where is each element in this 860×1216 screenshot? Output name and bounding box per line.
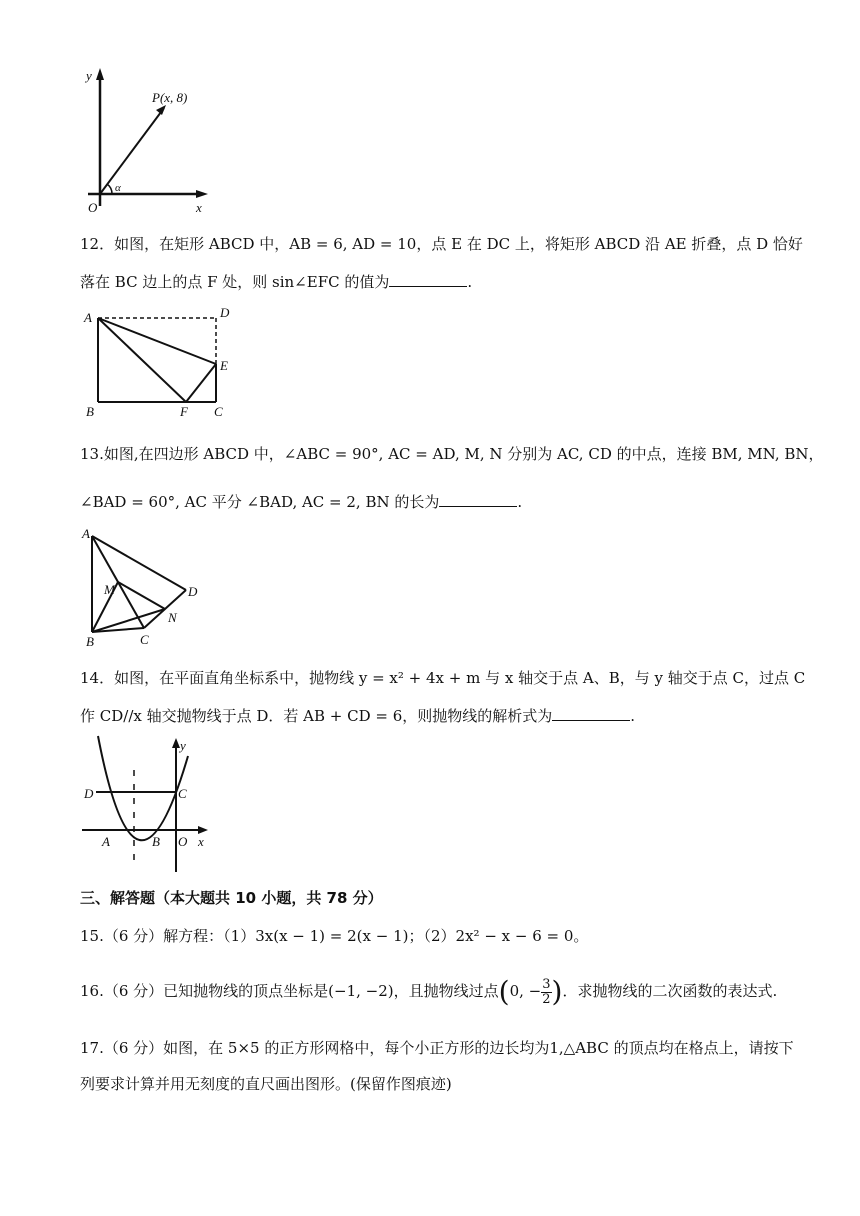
x-axis-arrow bbox=[198, 826, 208, 834]
section-3-heading: 三、解答题（本大题共 10 小题，共 78 分） bbox=[80, 889, 383, 907]
label-origin: O bbox=[88, 200, 98, 215]
q12-line2-text: 落在 BC 边上的点 F 处，则 sin∠EFC 的值为 bbox=[80, 273, 390, 291]
q13-period: . bbox=[517, 493, 523, 511]
label-a: A bbox=[84, 310, 92, 325]
segment-ae bbox=[98, 318, 216, 364]
q16-right-paren: ) bbox=[551, 975, 563, 1008]
label-x: x bbox=[198, 834, 204, 849]
label-x: x bbox=[196, 200, 202, 215]
label-d: D bbox=[188, 584, 198, 599]
label-f: F bbox=[180, 404, 188, 419]
label-c: C bbox=[140, 632, 149, 647]
q14-line2 bbox=[80, 706, 635, 726]
label-a: A bbox=[82, 526, 90, 541]
ray-arrow bbox=[156, 105, 166, 115]
segment-af bbox=[98, 318, 186, 402]
segment-fe bbox=[186, 364, 216, 402]
label-m: M bbox=[104, 582, 115, 597]
label-d: D bbox=[220, 305, 230, 320]
q12-period: . bbox=[467, 273, 473, 291]
figure-13-quadrilateral bbox=[80, 524, 210, 650]
q14-period: . bbox=[630, 707, 636, 725]
angle-arc bbox=[107, 184, 112, 194]
q16-left-paren: ( bbox=[498, 975, 510, 1008]
q14-line1: 14．如图，在平面直角坐标系中，抛物线 y = x² + 4x + m 与 x 轴交于点 A、B，与 y 轴交于点 C，过点 C bbox=[80, 669, 806, 687]
label-n: N bbox=[168, 610, 177, 625]
q12-line1: 12．如图，在矩形 ABCD 中，AB = 6, AD = 10，点 E 在 DC 上，将矩形 ABCD 沿 AE 折叠，点 D 恰好 bbox=[80, 235, 803, 253]
label-e: E bbox=[220, 358, 228, 373]
label-point-p: P(x, 8) bbox=[152, 90, 188, 105]
x-axis-arrow bbox=[196, 190, 208, 198]
q16-prefix: 16.（6 分）已知抛物线的顶点坐标是(−1, −2)，且抛物线过点 bbox=[80, 982, 499, 1000]
q12-line2 bbox=[80, 272, 472, 292]
label-y: y bbox=[180, 738, 186, 753]
label-a: A bbox=[102, 834, 110, 849]
label-b: B bbox=[86, 404, 94, 419]
q14-answer-blank[interactable] bbox=[552, 706, 630, 721]
figure-12-rectangle bbox=[80, 304, 240, 422]
parabola-curve bbox=[98, 736, 188, 840]
q16-line bbox=[80, 974, 777, 1008]
label-b: B bbox=[152, 834, 160, 849]
q16-frac-num: 3 bbox=[542, 976, 551, 992]
q16-point-left: 0, − bbox=[509, 982, 542, 1000]
y-axis-arrow bbox=[96, 68, 104, 80]
rect-bg bbox=[98, 318, 216, 402]
q16-frac-den: 2 bbox=[542, 991, 551, 1007]
figure-14-parabola bbox=[80, 734, 220, 876]
q17-line2: 列要求计算并用无刻度的直尺画出图形。(保留作图痕迹) bbox=[80, 1075, 452, 1093]
ray-op bbox=[100, 108, 164, 194]
y-axis-arrow bbox=[172, 738, 180, 748]
label-b: B bbox=[86, 634, 94, 649]
q16-fraction bbox=[541, 978, 551, 1007]
q13-line2-text: ∠BAD = 60°, AC 平分 ∠BAD, AC = 2, BN 的长为 bbox=[80, 493, 440, 511]
q13-line2 bbox=[80, 492, 522, 512]
q16-suffix: ．求抛物线的二次函数的表达式. bbox=[562, 982, 778, 1000]
figure-11-angle bbox=[80, 66, 220, 216]
label-c: C bbox=[214, 404, 223, 419]
q13-answer-blank[interactable] bbox=[439, 492, 517, 507]
q15-text: 15.（6 分）解方程：（1）3x(x − 1) = 2(x − 1)；（2）2x² − x − 6 = 0。 bbox=[80, 927, 589, 945]
label-c: C bbox=[178, 786, 187, 801]
q14-line2-text: 作 CD//x 轴交抛物线于点 D．若 AB + CD = 6，则抛物线的解析式为 bbox=[80, 707, 553, 725]
label-o: O bbox=[178, 834, 188, 849]
q17-line1: 17.（6 分）如图，在 5×5 的正方形网格中，每个小正方形的边长均为1,△ABC 的顶点均在格点上，请按下 bbox=[80, 1039, 794, 1057]
label-alpha: α bbox=[115, 182, 121, 194]
q12-answer-blank[interactable] bbox=[389, 272, 467, 287]
label-d: D bbox=[84, 786, 94, 801]
label-y: y bbox=[86, 68, 92, 83]
q13-line1: 13.如图,在四边形 ABCD 中，∠ABC = 90°, AC = AD, M, N 分别为 AC, CD 的中点，连接 BM, MN, BN， bbox=[80, 445, 824, 463]
